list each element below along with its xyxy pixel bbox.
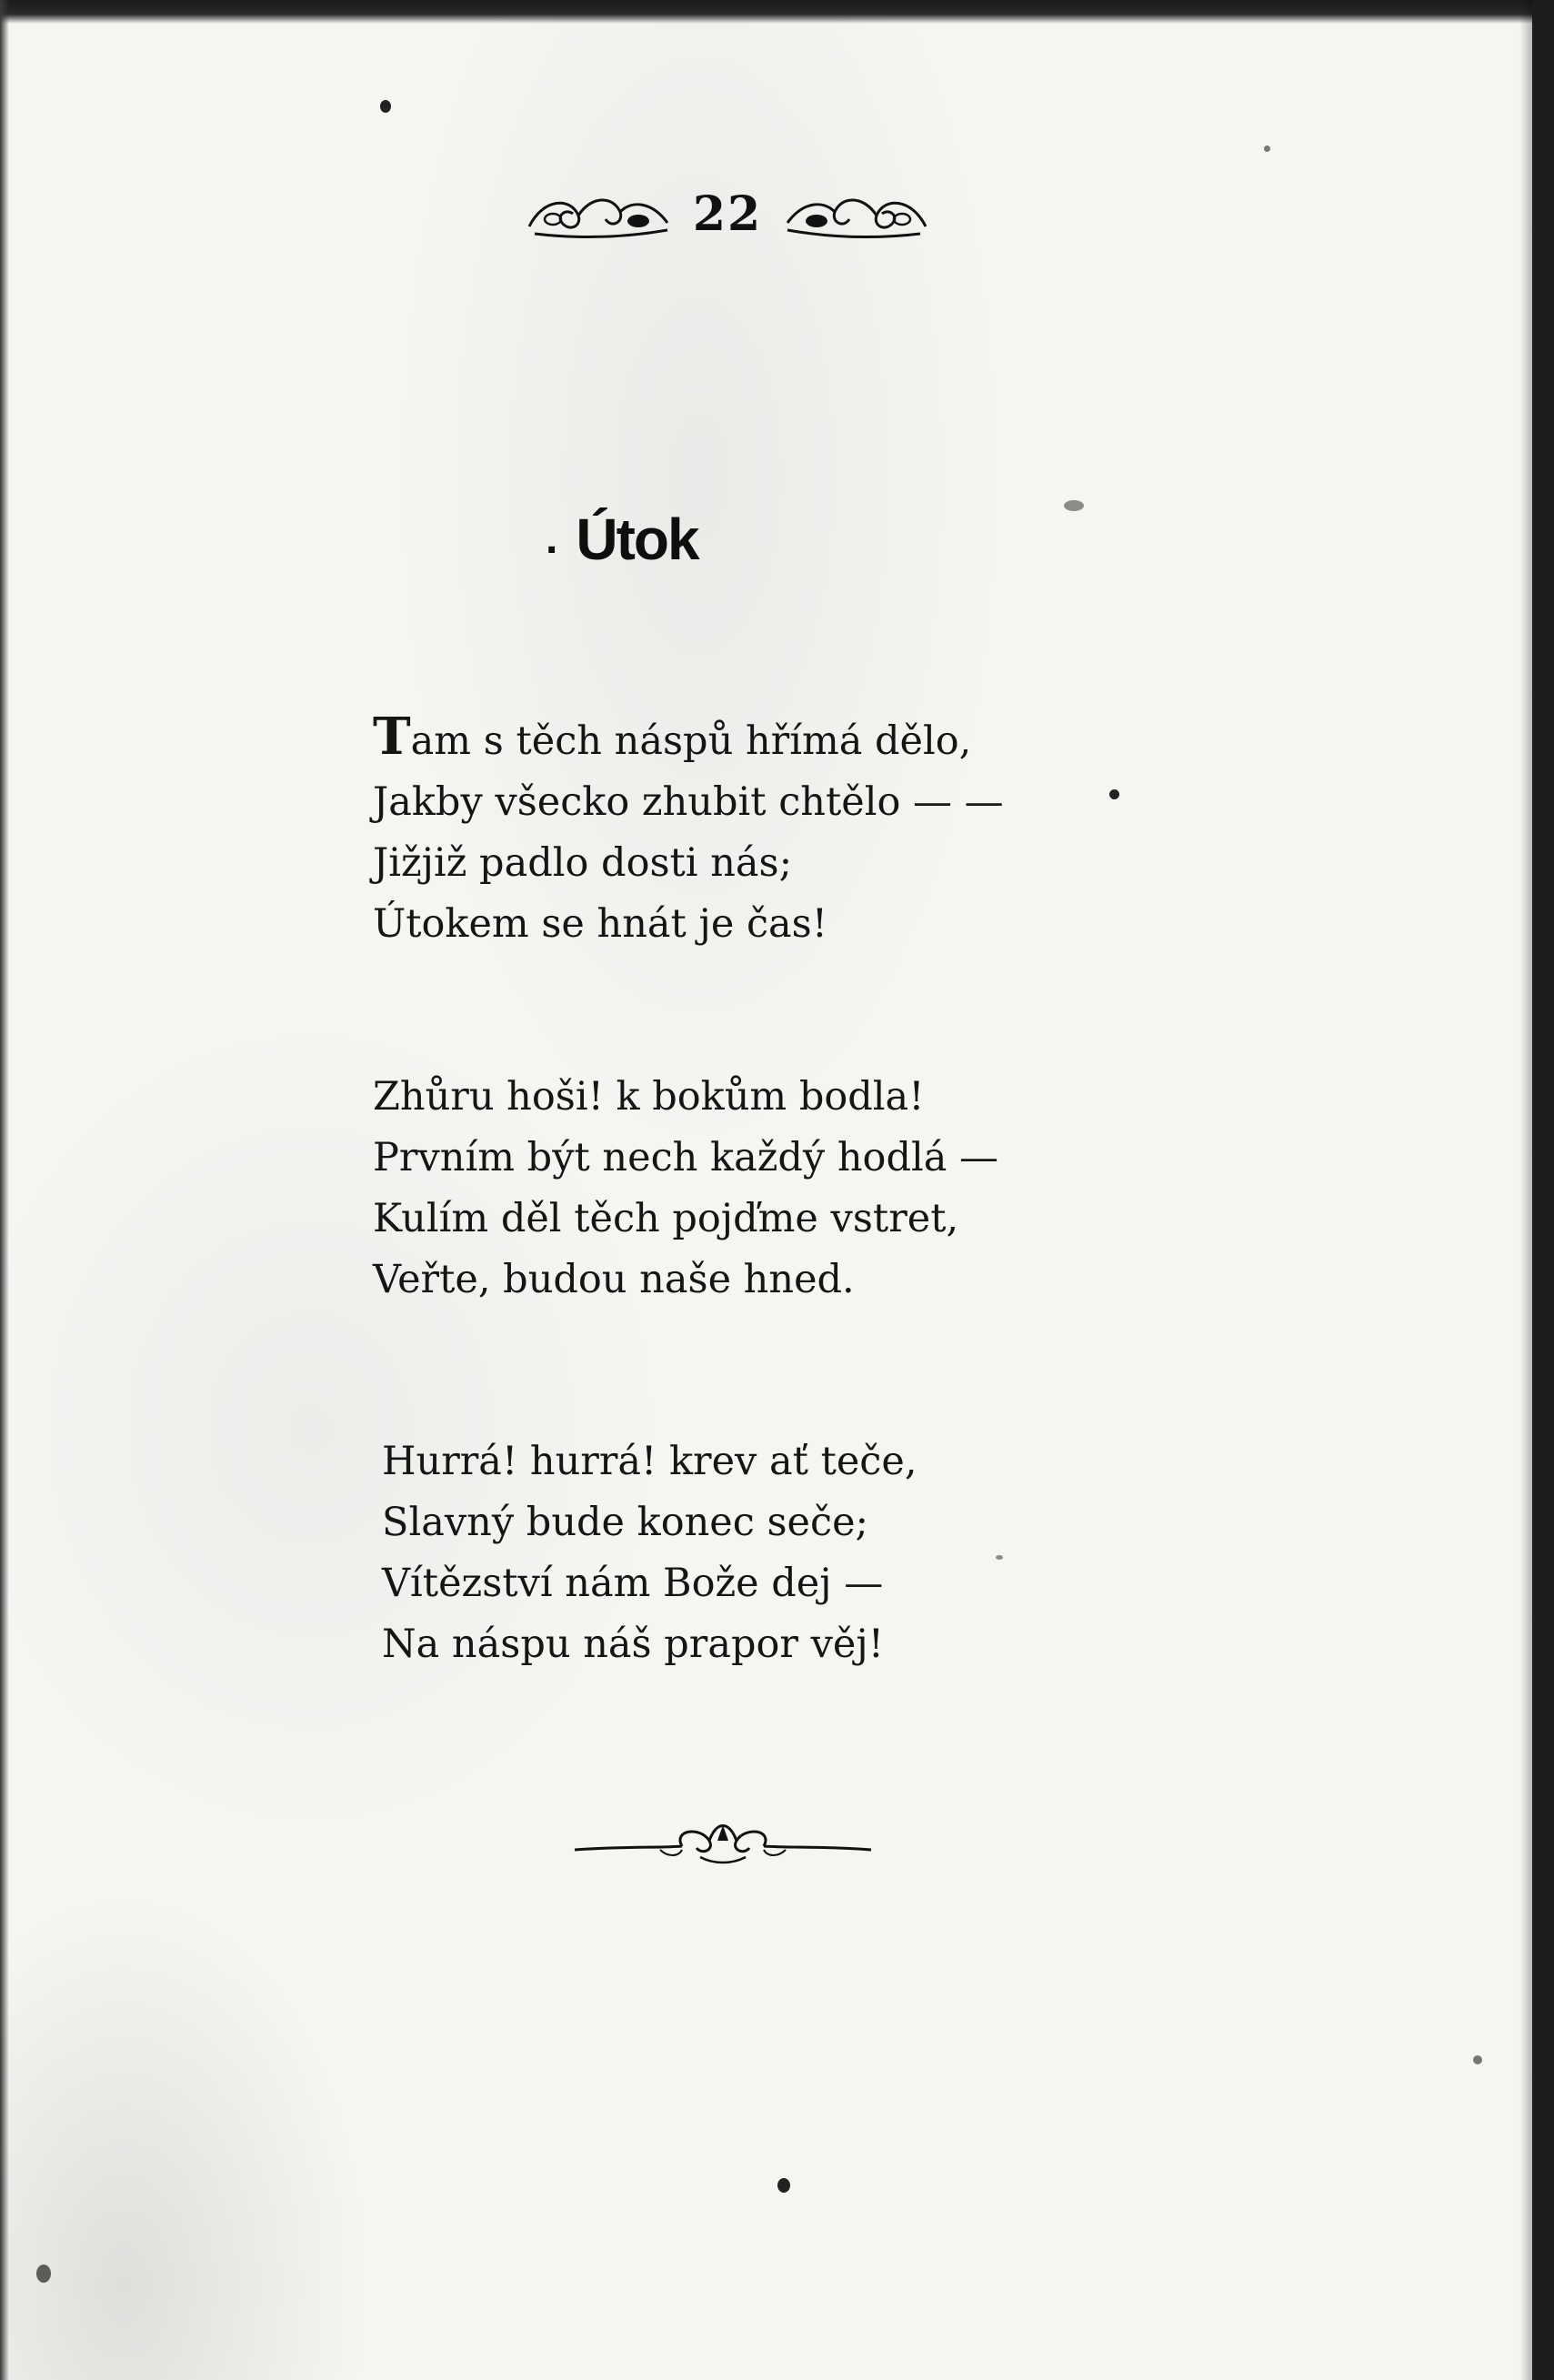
- book-binding-edge: [1532, 0, 1554, 2380]
- scan-left-edge: [0, 0, 9, 2380]
- drop-cap: T: [373, 707, 411, 767]
- ink-speck: [777, 2178, 790, 2193]
- stanza-1: [373, 707, 1191, 955]
- ink-speck: [1064, 500, 1084, 511]
- ink-speck: [1109, 789, 1119, 799]
- verse-line: Na náspu náš prapor věj!: [382, 1622, 884, 1667]
- verse-line: Veřte, budou naše hned.: [373, 1257, 855, 1302]
- verse-line: Kulím děl těch pojďme vstret,: [373, 1196, 959, 1241]
- stanza-2: [373, 1067, 1191, 1311]
- verse-line: Zhůru hoši! k bokům bodla!: [373, 1074, 925, 1120]
- verse-line: Útokem se hnát je čas!: [373, 901, 828, 947]
- poem-title: [546, 498, 818, 580]
- floral-scroll-right-icon: [784, 186, 929, 241]
- scan-top-edge: [0, 0, 1554, 24]
- verse-line: [373, 707, 1191, 772]
- verse-line: Hurrá! hurrá! krev ať teče,: [382, 1439, 917, 1484]
- verse-line-text: am s těch náspů hřímá dělo,: [410, 718, 972, 764]
- ink-speck: [1264, 146, 1270, 152]
- ink-speck: [1473, 2055, 1482, 2064]
- title-dot: .: [546, 515, 556, 563]
- vine-tailpiece-icon: [573, 1810, 873, 1883]
- page-header: [491, 164, 964, 264]
- poem-title-text: Útok: [576, 507, 698, 572]
- binding-shadow: [1519, 0, 1532, 2380]
- floral-scroll-left-icon: [526, 186, 671, 241]
- page-number: 22: [692, 186, 763, 242]
- verse-line: Vítězství nám Bože dej —: [382, 1561, 884, 1606]
- stanza-3: [382, 1431, 1200, 1675]
- ink-speck: [996, 1555, 1003, 1560]
- verse-line: Prvním být nech každý hodlá —: [373, 1135, 999, 1180]
- verse-line: Jakby všecko zhubit chtělo — —: [373, 779, 1004, 825]
- ink-speck: [36, 2265, 51, 2283]
- verse-line: Slavný bude konec seče;: [382, 1500, 869, 1545]
- verse-line: Jižjiž padlo dosti nás;: [373, 840, 793, 886]
- ink-speck: [380, 100, 391, 113]
